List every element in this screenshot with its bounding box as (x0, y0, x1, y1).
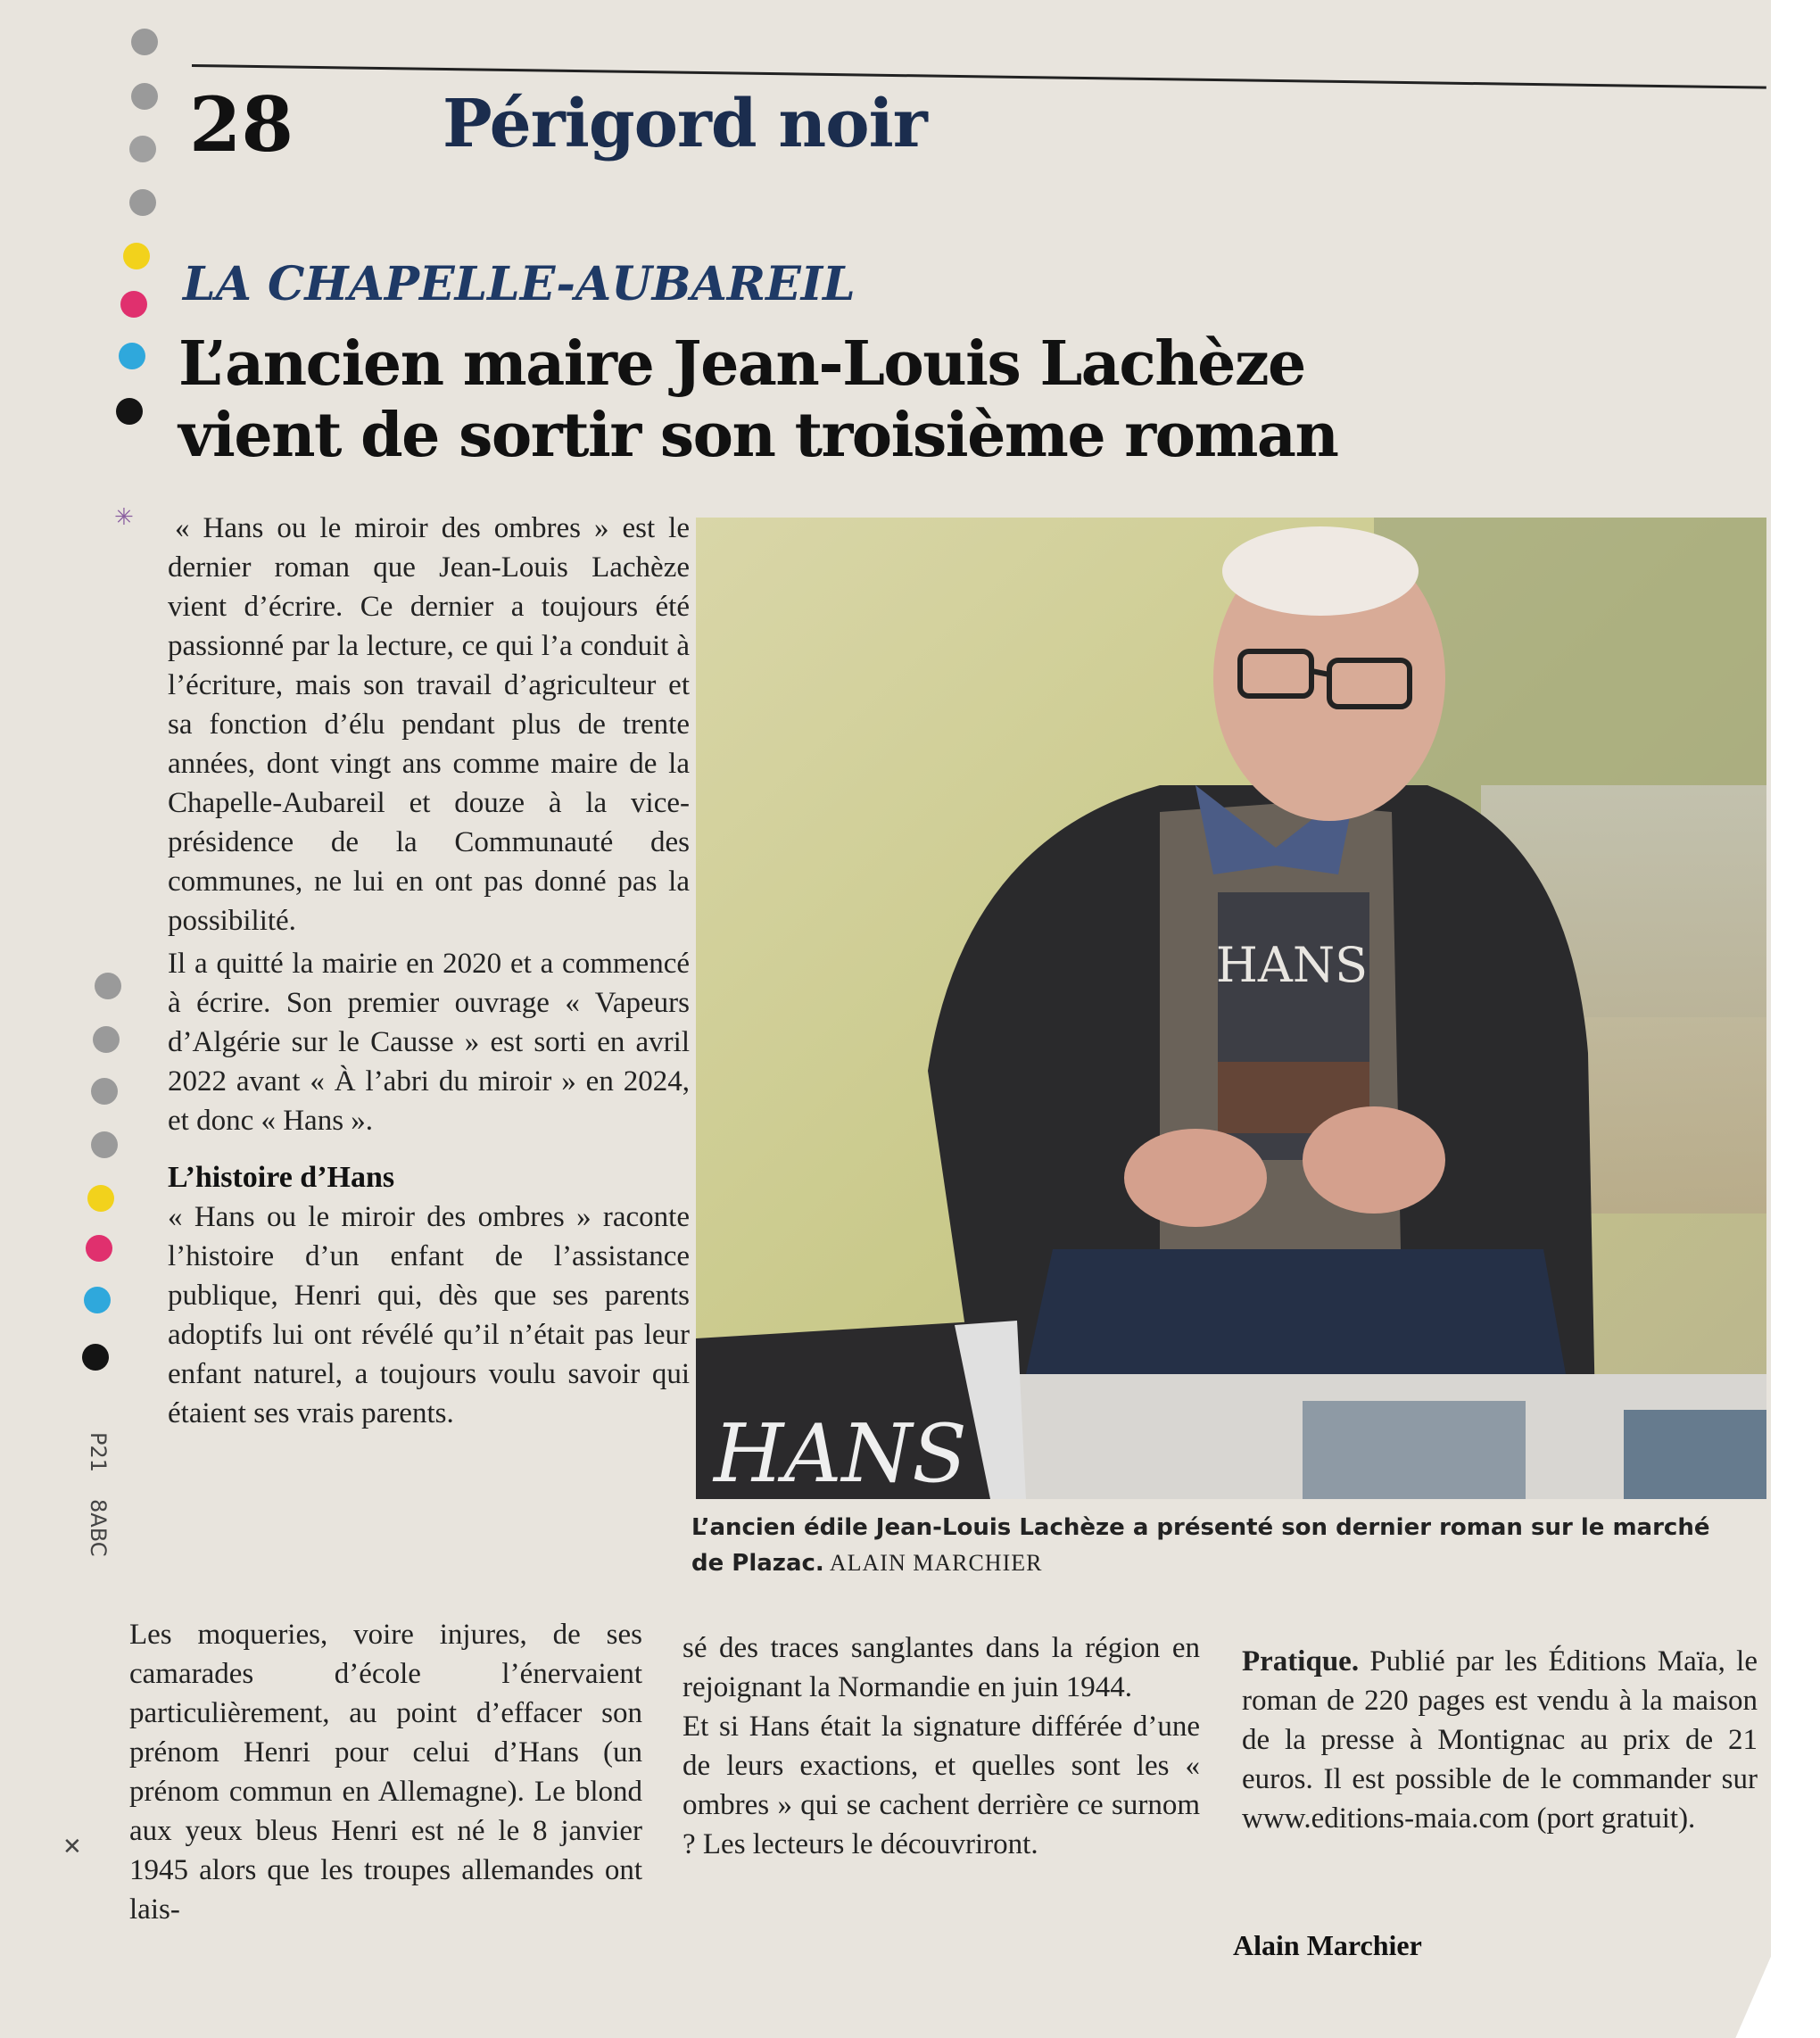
book-stack-left (696, 1321, 1026, 1499)
registration-dot-grey (91, 1078, 118, 1105)
photo-illustration (696, 518, 1766, 1499)
paragraph: Et si Hans était la signature différée d’une de leurs exactions, et quelles sont les « ombres » qui se cachent derrière ce surnom ? Les lecteurs le découvriront. (682, 1711, 1200, 1860)
registration-dot-grey (91, 1131, 118, 1158)
registration-dot-magenta (86, 1235, 112, 1262)
crop-mark-icon: ✕ (62, 1834, 82, 1860)
registration-dot-magenta (120, 291, 147, 318)
registration-dot-yellow (123, 243, 150, 269)
paragraph: Il a quitté la mairie en 2020 et a commencé à écrire. Son premier ouvrage « Vapeurs d’Algérie sur le Causse » est sorti en avril 2022 avant « À l’abri du miroir » en 2024, et donc « Hans ». (168, 948, 690, 1137)
paragraph: « Hans ou le miroir des ombres » raconte l’histoire d’un enfant de l’assistance publique, Henri qui, dès que ses parents adoptifs lui ont révélé qu’il n’était pas leur enfant naturel, a toujours voulu savoir qui étaient ses vrais parents. (168, 1201, 690, 1429)
registration-dot-grey (131, 83, 158, 110)
registration-dot-grey (93, 1026, 120, 1053)
article-photo (696, 518, 1766, 1499)
paragraph: « Hans ou le miroir des ombres » est le dernier roman que Jean-Louis Lachèze vient d’écrire. Ce dernier a toujours été passionné par la lecture, ce qui l’a conduit à l’écriture, mais son travail d’agriculteur et sa fonction d’élu pendant plus de trente années, dont vingt ans comme maire de la Chapelle-Aubareil et douze à la vice-présidence de la Communauté des communes, ne lui en ont pas donné pas la possibilité. (168, 512, 690, 937)
headline-line-1: L’ancien maire Jean-Louis Lachèze (178, 328, 1305, 400)
section-title: Périgord noir (443, 86, 927, 162)
registration-dot-grey (95, 973, 121, 999)
column-3 (1242, 1642, 1758, 1838)
registration-dot-grey (129, 136, 156, 162)
pratique-text: Publié par les Éditions Maïa, le roman de 220 pages est vendu à la maison de la presse à Montignac au prix de 21 euros. Il est possible de le commander sur www.editions-maia.com (port gratuit). (1242, 1645, 1758, 1835)
column-1-lower (129, 1615, 642, 1929)
photo-credit: ALAIN MARCHIER (823, 1550, 1043, 1576)
column-1-upper (168, 509, 690, 1433)
registration-dot-grey (129, 189, 156, 216)
side-code-p21: P21 (86, 1432, 111, 1473)
subheading: L’histoire d’Hans (168, 1161, 395, 1194)
photo-caption (691, 1510, 1744, 1581)
column-2 (682, 1628, 1200, 1864)
registration-dot-cyan (119, 343, 145, 369)
pratique-label: Pratique. (1242, 1645, 1360, 1678)
side-code-8abc: 8ABC (86, 1499, 111, 1557)
registration-dot-black (82, 1344, 109, 1371)
article-headline (178, 328, 1535, 471)
paragraph: sé des traces sanglantes dans la région en rejoignant la Normandie en juin 1944. (682, 1632, 1200, 1703)
page-number: 28 (189, 80, 294, 169)
registration-dot-grey (131, 29, 158, 55)
registration-star-icon: ✳ (114, 504, 134, 531)
registration-dot-yellow (87, 1185, 114, 1212)
book-cover-title: HANS (714, 1407, 967, 1499)
paragraph: Les moqueries, voire injures, de ses camarades d’école l’énervaient particulièrement, au point d’effacer son prénom Henri pour celui d’Hans (un prénom commun en Allemagne). Le blond aux yeux bleus Henri est né le 8 janvier 1945 alors que les troupes allemandes ont lais- (129, 1619, 642, 1926)
caption-text: L’ancien édile Jean-Louis Lachèze a présenté son dernier roman sur le marché de Plazac. (691, 1514, 1710, 1577)
registration-dot-black (116, 398, 143, 425)
held-book-title: HANS (1215, 937, 1369, 993)
article-author: Alain Marchier (1233, 1929, 1422, 1961)
registration-dot-cyan (84, 1287, 111, 1313)
headline-line-2: vient de sortir son troisième roman (178, 400, 1338, 471)
pratique-box (1242, 1642, 1758, 1838)
article-kicker: LA CHAPELLE-AUBAREIL (183, 257, 856, 311)
